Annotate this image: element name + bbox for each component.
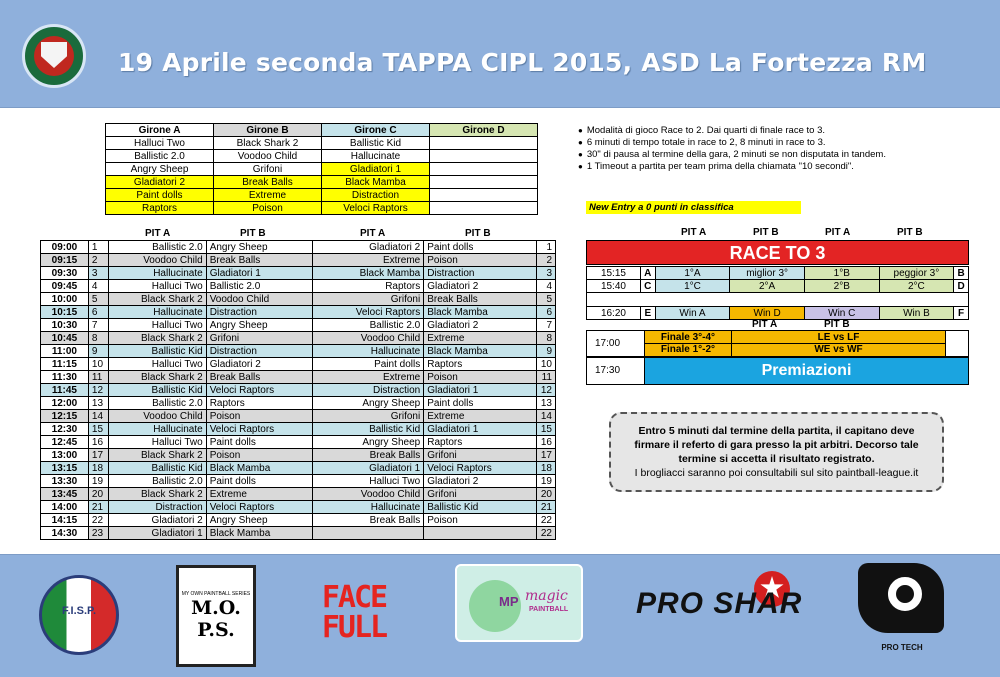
girone-header: Girone B bbox=[214, 124, 322, 137]
rules-list bbox=[578, 125, 998, 173]
match-number: 17 bbox=[88, 449, 108, 462]
match-letter: C bbox=[640, 280, 655, 293]
time-cell: 10:00 bbox=[41, 293, 89, 306]
team-cell: Black Shark 2 bbox=[108, 371, 206, 384]
match-number: 2 bbox=[88, 254, 108, 267]
team-cell: Halluci Two bbox=[108, 280, 206, 293]
page-title: 19 Aprile seconda TAPPA CIPL 2015, ASD La Fortezza RM bbox=[118, 48, 927, 77]
finals-row bbox=[587, 267, 969, 280]
match-number: 12 bbox=[536, 384, 555, 397]
seed-cell: Win D bbox=[730, 307, 805, 320]
team-cell: Poison bbox=[424, 514, 537, 527]
girone-row bbox=[106, 163, 538, 176]
match-number: 7 bbox=[88, 319, 108, 332]
team-cell: Black Shark 2 bbox=[108, 293, 206, 306]
seed-cell: Win B bbox=[879, 307, 954, 320]
schedule-row bbox=[41, 332, 556, 345]
pit-b-label: PIT B bbox=[824, 319, 850, 330]
note-line: Entro 5 minuti dal termine della partita, il capitano deve bbox=[638, 425, 915, 437]
schedule-row bbox=[41, 501, 556, 514]
match-number: 3 bbox=[536, 267, 555, 280]
girone-team-cell: Black Mamba bbox=[322, 176, 430, 189]
match-number: 15 bbox=[536, 423, 555, 436]
girone-header: Girone C bbox=[322, 124, 430, 137]
team-cell: Gladiatori 2 bbox=[424, 475, 537, 488]
schedule-row bbox=[41, 280, 556, 293]
match-number: 6 bbox=[536, 306, 555, 319]
schedule-row bbox=[41, 462, 556, 475]
proshar-text: PRO SHAR bbox=[636, 587, 803, 620]
team-cell: Poison bbox=[206, 410, 313, 423]
team-cell: Distraction bbox=[206, 306, 313, 319]
match-number: 4 bbox=[536, 280, 555, 293]
match-number: 9 bbox=[536, 345, 555, 358]
team-cell: Angry Sheep bbox=[206, 319, 313, 332]
match-number: 19 bbox=[88, 475, 108, 488]
girone-team-cell: Voodoo Child bbox=[214, 150, 322, 163]
team-cell: Grifoni bbox=[313, 293, 424, 306]
girone-row bbox=[106, 202, 538, 215]
time-cell: 11:30 bbox=[41, 371, 89, 384]
girone-team-cell: Black Shark 2 bbox=[214, 137, 322, 150]
team-cell bbox=[424, 527, 537, 540]
team-cell bbox=[313, 527, 424, 540]
match-number: 3 bbox=[88, 267, 108, 280]
team-cell: Gladiatori 2 bbox=[108, 514, 206, 527]
header-band bbox=[0, 0, 1000, 108]
seed-cell: Win C bbox=[804, 307, 879, 320]
cipl-logo bbox=[22, 24, 86, 88]
match-number: 16 bbox=[88, 436, 108, 449]
note-line: firmare il referto di gara presso la pit arbitri. Decorso tale bbox=[634, 439, 919, 451]
team-cell: Black Mamba bbox=[424, 306, 537, 319]
girone-team-cell: Break Balls bbox=[214, 176, 322, 189]
time-cell: 12:45 bbox=[41, 436, 89, 449]
team-cell: Hallucinate bbox=[108, 267, 206, 280]
schedule-row bbox=[41, 436, 556, 449]
mops-small-text: MY OWN PAINTBALL SERIES bbox=[181, 591, 251, 597]
girone-team-cell: Distraction bbox=[322, 189, 430, 202]
rule-item: ● Modalità di gioco Race to 2. Dai quarti di finale race to 3. bbox=[578, 125, 998, 137]
team-cell: Hallucinate bbox=[313, 345, 424, 358]
seed-cell: peggior 3° bbox=[879, 267, 954, 280]
fisp-logo bbox=[33, 569, 125, 661]
new-entry-legend: New Entry a 0 punti in classifica bbox=[586, 201, 801, 214]
match-number: 8 bbox=[88, 332, 108, 345]
magic-mp-text: MP bbox=[499, 594, 519, 609]
seed-cell: 2°A bbox=[730, 280, 805, 293]
seed-cell: miglior 3° bbox=[730, 267, 805, 280]
team-cell: Poison bbox=[424, 254, 537, 267]
girone-team-cell bbox=[430, 189, 538, 202]
time-cell: 09:30 bbox=[41, 267, 89, 280]
sponsor-band bbox=[0, 554, 1000, 677]
girone-team-cell: Ballistic 2.0 bbox=[106, 150, 214, 163]
team-cell: Ballistic Kid bbox=[108, 345, 206, 358]
team-cell: Black Mamba bbox=[424, 345, 537, 358]
schedule-table bbox=[40, 240, 556, 540]
match-number: 13 bbox=[536, 397, 555, 410]
team-cell: Grifoni bbox=[206, 332, 313, 345]
finals-row bbox=[587, 307, 969, 320]
match-number: 19 bbox=[536, 475, 555, 488]
fisp-text: F.I.S.P. bbox=[61, 605, 97, 617]
schedule-row bbox=[41, 449, 556, 462]
time-cell: 11:00 bbox=[41, 345, 89, 358]
team-cell: Veloci Raptors bbox=[206, 423, 313, 436]
match-number: 12 bbox=[88, 384, 108, 397]
time-cell: 12:30 bbox=[41, 423, 89, 436]
team-cell: Black Mamba bbox=[313, 267, 424, 280]
girone-header: Girone A bbox=[106, 124, 214, 137]
captain-note bbox=[609, 412, 944, 492]
schedule-row bbox=[41, 384, 556, 397]
team-cell: Grifoni bbox=[424, 449, 537, 462]
team-cell: Paint dolls bbox=[206, 436, 313, 449]
match-number: 11 bbox=[88, 371, 108, 384]
schedule-row bbox=[41, 371, 556, 384]
match-number: 8 bbox=[536, 332, 555, 345]
team-cell: Break Balls bbox=[424, 293, 537, 306]
girone-team-cell: Extreme bbox=[214, 189, 322, 202]
mops-text: M.O. P.S. bbox=[191, 597, 241, 641]
schedule-row bbox=[41, 241, 556, 254]
team-cell: Angry Sheep bbox=[313, 397, 424, 410]
schedule-row bbox=[41, 293, 556, 306]
faceful-text: FACE FULL bbox=[321, 580, 387, 645]
team-cell: Extreme bbox=[313, 371, 424, 384]
schedule-row bbox=[41, 423, 556, 436]
team-cell: Ballistic 2.0 bbox=[108, 397, 206, 410]
pit-a-label: PIT A bbox=[145, 228, 171, 239]
match-number: 11 bbox=[536, 371, 555, 384]
premiazioni-banner: Premiazioni bbox=[645, 358, 968, 384]
time-cell: 13:00 bbox=[41, 449, 89, 462]
rule-item: ● 6 minuti di tempo totale in race to 2, 8 minuti in race to 3. bbox=[578, 137, 998, 149]
pit-b-label: PIT B bbox=[753, 227, 779, 238]
final-label: Finale 1°-2° bbox=[645, 344, 731, 356]
match-letter: D bbox=[954, 280, 969, 293]
girone-team-cell bbox=[430, 137, 538, 150]
team-cell: Ballistic 2.0 bbox=[313, 319, 424, 332]
match-number: 20 bbox=[88, 488, 108, 501]
team-cell: Poison bbox=[424, 371, 537, 384]
pit-b-label: PIT B bbox=[465, 228, 491, 239]
time-cell: 10:45 bbox=[41, 332, 89, 345]
team-cell: Extreme bbox=[313, 254, 424, 267]
team-cell: Gladiatori 2 bbox=[424, 280, 537, 293]
schedule-row bbox=[41, 319, 556, 332]
match-number: 1 bbox=[88, 241, 108, 254]
team-cell: Black Shark 2 bbox=[108, 449, 206, 462]
time-cell: 12:00 bbox=[41, 397, 89, 410]
match-letter: E bbox=[640, 307, 655, 320]
magic-text: magic bbox=[525, 588, 568, 604]
team-cell: Gladiatori 1 bbox=[313, 462, 424, 475]
team-cell: Voodoo Child bbox=[206, 293, 313, 306]
team-cell: Ballistic Kid bbox=[424, 501, 537, 514]
note-line: I brogliacci saranno poi consultabili sul sito paintball-league.it bbox=[634, 467, 919, 479]
premiazioni-row bbox=[586, 357, 969, 385]
note-line: termine si accetta il risultato registrato. bbox=[678, 453, 875, 465]
match-number: 10 bbox=[536, 358, 555, 371]
girone-team-cell: Poison bbox=[214, 202, 322, 215]
seed-cell: 2°C bbox=[879, 280, 954, 293]
match-number: 16 bbox=[536, 436, 555, 449]
match-number: 21 bbox=[536, 501, 555, 514]
match-number: 15 bbox=[88, 423, 108, 436]
girone-header: Girone D bbox=[430, 124, 538, 137]
girone-team-cell bbox=[430, 202, 538, 215]
team-cell: Raptors bbox=[313, 280, 424, 293]
schedule-row bbox=[41, 514, 556, 527]
gironi-table bbox=[105, 123, 538, 215]
match-number: 9 bbox=[88, 345, 108, 358]
match-number: 14 bbox=[88, 410, 108, 423]
team-cell: Halluci Two bbox=[108, 358, 206, 371]
team-cell: Gladiatori 1 bbox=[424, 423, 537, 436]
team-cell: Extreme bbox=[206, 488, 313, 501]
schedule-row bbox=[41, 306, 556, 319]
team-cell: Gladiatori 2 bbox=[313, 241, 424, 254]
girone-row bbox=[106, 176, 538, 189]
girone-team-cell: Gladiatori 1 bbox=[322, 163, 430, 176]
team-cell: Veloci Raptors bbox=[313, 306, 424, 319]
time-cell: 14:30 bbox=[41, 527, 89, 540]
seed-cell: 1°A bbox=[655, 267, 730, 280]
time-cell: 15:15 bbox=[587, 267, 641, 280]
match-number: 10 bbox=[88, 358, 108, 371]
match-number: 2 bbox=[536, 254, 555, 267]
team-cell: Distraction bbox=[108, 501, 206, 514]
match-number: 18 bbox=[88, 462, 108, 475]
girone-team-cell: Halluci Two bbox=[106, 137, 214, 150]
team-cell: Gladiatori 1 bbox=[108, 527, 206, 540]
time-cell: 10:15 bbox=[41, 306, 89, 319]
schedule-row bbox=[41, 345, 556, 358]
magic-sub-text: PAINTBALL bbox=[529, 606, 569, 613]
girone-team-cell: Veloci Raptors bbox=[322, 202, 430, 215]
girone-team-cell bbox=[430, 150, 538, 163]
team-cell: Angry Sheep bbox=[313, 436, 424, 449]
time-cell: 11:15 bbox=[41, 358, 89, 371]
match-letter: B bbox=[954, 267, 969, 280]
time-cell: 13:15 bbox=[41, 462, 89, 475]
girone-team-cell: Ballistic Kid bbox=[322, 137, 430, 150]
schedule-row bbox=[41, 527, 556, 540]
team-cell: Paint dolls bbox=[206, 475, 313, 488]
team-cell: Halluci Two bbox=[313, 475, 424, 488]
protech-text: PRO TECH bbox=[881, 643, 923, 652]
team-cell: Ballistic Kid bbox=[313, 423, 424, 436]
team-cell: Paint dolls bbox=[424, 241, 537, 254]
match-number: 22 bbox=[536, 514, 555, 527]
team-cell: Extreme bbox=[424, 410, 537, 423]
team-cell: Voodoo Child bbox=[313, 332, 424, 345]
time-cell: 15:40 bbox=[587, 280, 641, 293]
team-cell: Distraction bbox=[424, 267, 537, 280]
match-number: 22 bbox=[536, 527, 555, 540]
team-cell: Ballistic 2.0 bbox=[108, 241, 206, 254]
time-cell: 16:20 bbox=[587, 307, 641, 320]
time-cell: 10:30 bbox=[41, 319, 89, 332]
team-cell: Ballistic 2.0 bbox=[206, 280, 313, 293]
team-cell: Veloci Raptors bbox=[424, 462, 537, 475]
seed-cell: 1°C bbox=[655, 280, 730, 293]
time-cell: 14:15 bbox=[41, 514, 89, 527]
schedule-row bbox=[41, 475, 556, 488]
team-cell: Break Balls bbox=[313, 449, 424, 462]
girone-team-cell: Paint dolls bbox=[106, 189, 214, 202]
magic-paintball-logo bbox=[455, 564, 583, 642]
schedule-row bbox=[41, 254, 556, 267]
match-number: 6 bbox=[88, 306, 108, 319]
schedule-row bbox=[41, 410, 556, 423]
girone-team-cell: Raptors bbox=[106, 202, 214, 215]
team-cell: Extreme bbox=[424, 332, 537, 345]
team-cell: Ballistic Kid bbox=[108, 384, 206, 397]
match-number: 23 bbox=[88, 527, 108, 540]
team-cell: Raptors bbox=[424, 436, 537, 449]
team-cell: Break Balls bbox=[206, 254, 313, 267]
team-cell: Veloci Raptors bbox=[206, 501, 313, 514]
team-cell: Black Shark 2 bbox=[108, 488, 206, 501]
match-letter: F bbox=[954, 307, 969, 320]
mops-logo bbox=[176, 565, 256, 667]
match-number: 7 bbox=[536, 319, 555, 332]
match-letter: A bbox=[640, 267, 655, 280]
team-cell: Gladiatori 1 bbox=[424, 384, 537, 397]
team-cell: Gladiatori 2 bbox=[206, 358, 313, 371]
girone-row bbox=[106, 137, 538, 150]
faceful-logo bbox=[312, 573, 396, 653]
match-number: 5 bbox=[88, 293, 108, 306]
schedule-row bbox=[41, 358, 556, 371]
team-cell: Raptors bbox=[424, 358, 537, 371]
match-number: 14 bbox=[536, 410, 555, 423]
seed-cell: Win A bbox=[655, 307, 730, 320]
team-cell: Voodoo Child bbox=[313, 488, 424, 501]
race-to-3-banner: RACE TO 3 bbox=[586, 240, 969, 265]
pit-b-label: PIT B bbox=[240, 228, 266, 239]
pit-a-label: PIT A bbox=[681, 227, 707, 238]
team-cell: Halluci Two bbox=[108, 436, 206, 449]
girone-team-cell: Angry Sheep bbox=[106, 163, 214, 176]
time-cell: 09:45 bbox=[41, 280, 89, 293]
team-cell: Ballistic 2.0 bbox=[108, 475, 206, 488]
team-cell: Veloci Raptors bbox=[206, 384, 313, 397]
pit-a-label: PIT A bbox=[360, 228, 386, 239]
team-cell: Halluci Two bbox=[108, 319, 206, 332]
seed-cell: 1°B bbox=[804, 267, 879, 280]
time-cell: 12:15 bbox=[41, 410, 89, 423]
proshar-logo bbox=[636, 571, 804, 661]
match-number: 18 bbox=[536, 462, 555, 475]
team-cell: Black Mamba bbox=[206, 527, 313, 540]
pit-a-label: PIT A bbox=[825, 227, 851, 238]
final-label: Finale 3°-4° bbox=[645, 331, 731, 344]
spacer-row bbox=[587, 293, 969, 307]
time-cell: 13:45 bbox=[41, 488, 89, 501]
team-cell: Raptors bbox=[206, 397, 313, 410]
finals-block bbox=[586, 330, 969, 357]
schedule-row bbox=[41, 397, 556, 410]
match-number: 13 bbox=[88, 397, 108, 410]
girone-team-cell: Hallucinate bbox=[322, 150, 430, 163]
girone-team-cell: Gladiatori 2 bbox=[106, 176, 214, 189]
match-number: 1 bbox=[536, 241, 555, 254]
time-cell: 09:00 bbox=[41, 241, 89, 254]
team-cell: Ballistic Kid bbox=[108, 462, 206, 475]
team-cell: Angry Sheep bbox=[206, 514, 313, 527]
finals-row bbox=[587, 280, 969, 293]
team-cell: Black Shark 2 bbox=[108, 332, 206, 345]
match-number: 20 bbox=[536, 488, 555, 501]
team-cell: Angry Sheep bbox=[206, 241, 313, 254]
schedule-row bbox=[41, 488, 556, 501]
rule-item: ● 1 Timeout a partita per team prima della chiamata "10 secondi". bbox=[578, 161, 998, 173]
team-cell: Distraction bbox=[313, 384, 424, 397]
team-cell: Gladiatori 2 bbox=[424, 319, 537, 332]
pit-a-label: PIT A bbox=[752, 319, 778, 330]
time-cell: 11:45 bbox=[41, 384, 89, 397]
team-cell: Hallucinate bbox=[108, 423, 206, 436]
team-cell: Black Mamba bbox=[206, 462, 313, 475]
time-cell: 17:00 bbox=[587, 331, 645, 356]
team-cell: Gladiatori 1 bbox=[206, 267, 313, 280]
team-cell: Paint dolls bbox=[313, 358, 424, 371]
team-cell: Poison bbox=[206, 449, 313, 462]
girone-team-cell bbox=[430, 176, 538, 189]
final-match: LE vs LF bbox=[731, 331, 946, 344]
match-number: 21 bbox=[88, 501, 108, 514]
time-cell: 14:00 bbox=[41, 501, 89, 514]
schedule-row bbox=[41, 267, 556, 280]
time-cell: 13:30 bbox=[41, 475, 89, 488]
match-number: 4 bbox=[88, 280, 108, 293]
team-cell: Grifoni bbox=[313, 410, 424, 423]
final-match: WE vs WF bbox=[731, 344, 946, 356]
team-cell: Hallucinate bbox=[313, 501, 424, 514]
time-cell: 17:30 bbox=[587, 358, 645, 384]
match-number: 17 bbox=[536, 449, 555, 462]
seed-cell: 2°B bbox=[804, 280, 879, 293]
girone-team-cell bbox=[430, 163, 538, 176]
girone-row bbox=[106, 189, 538, 202]
protech-logo bbox=[852, 563, 952, 663]
team-cell: Voodoo Child bbox=[108, 410, 206, 423]
team-cell: Voodoo Child bbox=[108, 254, 206, 267]
team-cell: Hallucinate bbox=[108, 306, 206, 319]
protech-emblem-icon bbox=[858, 563, 944, 633]
pit-b-label: PIT B bbox=[897, 227, 923, 238]
team-cell: Break Balls bbox=[206, 371, 313, 384]
team-cell: Grifoni bbox=[424, 488, 537, 501]
team-cell: Break Balls bbox=[313, 514, 424, 527]
rule-item: ● 30" di pausa al termine della gara, 2 minuti se non disputata in tandem. bbox=[578, 149, 998, 161]
match-number: 22 bbox=[88, 514, 108, 527]
team-cell: Distraction bbox=[206, 345, 313, 358]
match-number: 5 bbox=[536, 293, 555, 306]
girone-row bbox=[106, 150, 538, 163]
team-cell: Paint dolls bbox=[424, 397, 537, 410]
finals-table bbox=[586, 266, 969, 320]
girone-team-cell: Grifoni bbox=[214, 163, 322, 176]
time-cell: 09:15 bbox=[41, 254, 89, 267]
